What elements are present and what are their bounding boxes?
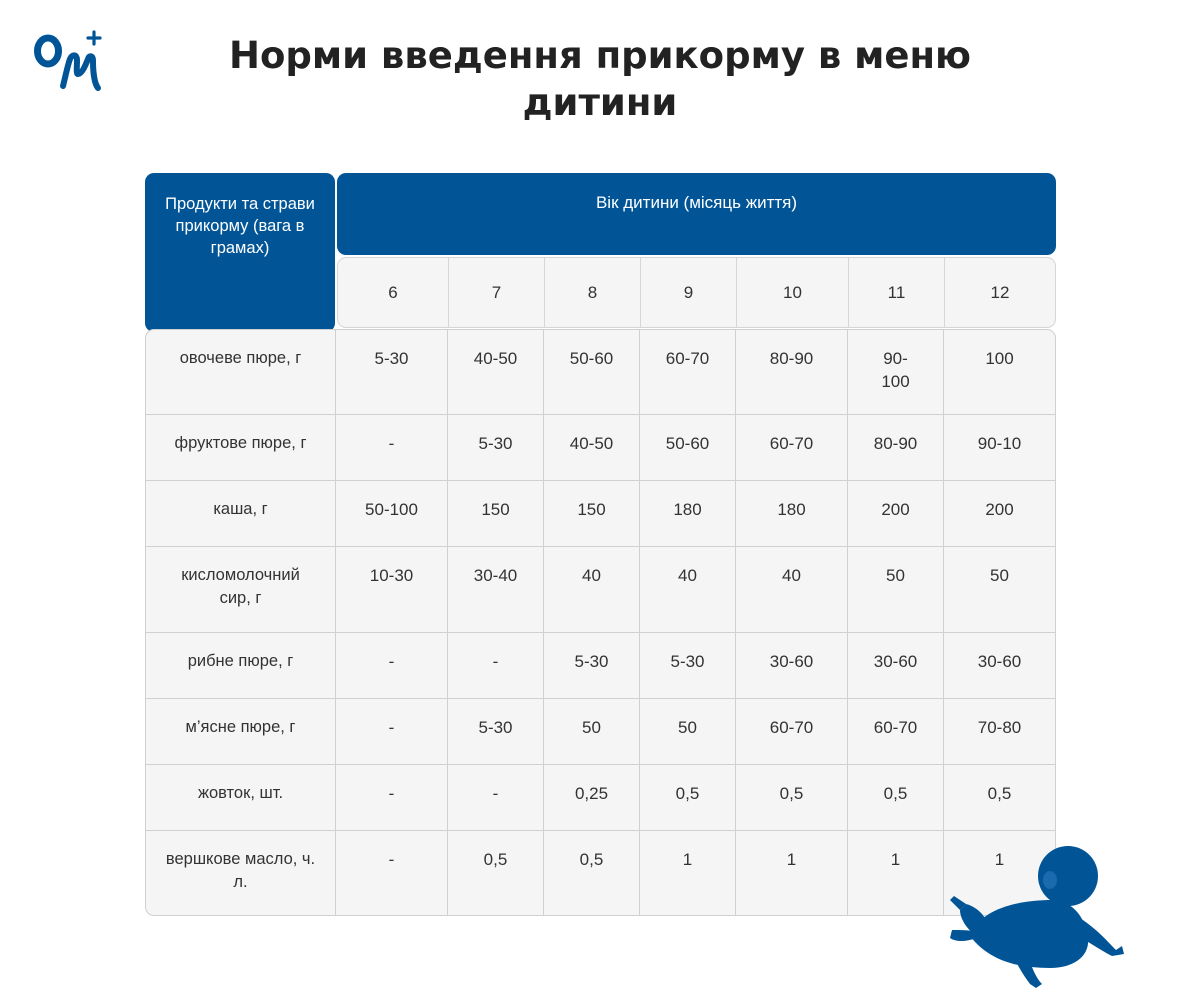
product-cell: вершкове масло, ч. л. bbox=[146, 831, 336, 915]
month-11: 11 bbox=[849, 258, 945, 327]
value-cell: - bbox=[336, 633, 448, 698]
value-cell: 200 bbox=[985, 500, 1014, 519]
month-10: 10 bbox=[737, 258, 849, 327]
month-9: 9 bbox=[641, 258, 737, 327]
value-cell: - bbox=[336, 765, 448, 830]
value-cell: 100 bbox=[985, 349, 1014, 368]
value-cell: 40-50 bbox=[448, 330, 544, 414]
value-cell: 0,5 bbox=[848, 765, 944, 830]
value-cell: 70-80 bbox=[977, 718, 1022, 737]
value-cell: - bbox=[336, 415, 448, 480]
value-cell: 30-60 bbox=[848, 633, 944, 698]
value-cell: 150 bbox=[448, 481, 544, 546]
month-12: 12 bbox=[990, 282, 1010, 302]
month-8: 8 bbox=[545, 258, 641, 327]
product-cell: кисломолочний сир, г bbox=[146, 547, 336, 632]
value-cell: 80-90 bbox=[848, 415, 944, 480]
value-cell: 50-60 bbox=[544, 330, 640, 414]
table-row bbox=[146, 831, 1055, 915]
value-cell: 50 bbox=[848, 547, 944, 632]
value-cell: 50-60 bbox=[640, 415, 736, 480]
crawling-baby-icon bbox=[940, 838, 1130, 990]
value-cell: 60-70 bbox=[736, 699, 848, 764]
value-cell: - bbox=[336, 699, 448, 764]
value-cell: 5-30 bbox=[448, 699, 544, 764]
value-cell: 1 bbox=[994, 850, 1005, 869]
value-cell: 60-70 bbox=[848, 699, 944, 764]
product-cell: фруктове пюре, г bbox=[146, 415, 336, 480]
value-cell: 5-30 bbox=[448, 415, 544, 480]
value-cell: 5-30 bbox=[640, 633, 736, 698]
value-cell: 10-30 bbox=[336, 547, 448, 632]
table-row bbox=[146, 633, 1055, 699]
page-title: Норми введення прикорму в меню дитини bbox=[229, 34, 971, 124]
value-cell: - bbox=[448, 633, 544, 698]
value-cell: 1 bbox=[640, 831, 736, 915]
value-cell: 0,5 bbox=[987, 784, 1012, 803]
product-cell: рибне пюре, г bbox=[146, 633, 336, 698]
value-cell: 60-70 bbox=[640, 330, 736, 414]
value-cell: 5-30 bbox=[336, 330, 448, 414]
value-cell: 40 bbox=[736, 547, 848, 632]
on-plus-logo bbox=[32, 28, 104, 94]
value-cell: 30-60 bbox=[736, 633, 848, 698]
value-cell: 5-30 bbox=[544, 633, 640, 698]
value-cell: 30-60 bbox=[977, 652, 1022, 671]
value-cell: 0,5 bbox=[448, 831, 544, 915]
product-cell: каша, г bbox=[146, 481, 336, 546]
value-cell: 50 bbox=[544, 699, 640, 764]
table-row bbox=[146, 765, 1055, 831]
value-cell: 50 bbox=[640, 699, 736, 764]
product-cell: овочеве пюре, г bbox=[146, 330, 336, 414]
value-cell: 0,5 bbox=[544, 831, 640, 915]
header-age: Вік дитини (місяць життя) bbox=[337, 173, 1056, 255]
month-6: 6 bbox=[338, 258, 449, 327]
value-cell: - bbox=[448, 765, 544, 830]
value-cell: 1 bbox=[736, 831, 848, 915]
value-cell: 0,25 bbox=[544, 765, 640, 830]
table-row bbox=[146, 699, 1055, 765]
table-row bbox=[146, 547, 1055, 633]
feeding-table bbox=[145, 329, 1056, 916]
header-products: Продукти та страви прикорму (вага в грамах) bbox=[145, 173, 335, 332]
value-cell: 40 bbox=[544, 547, 640, 632]
product-cell: м’ясне пюре, г bbox=[146, 699, 336, 764]
month-7: 7 bbox=[449, 258, 545, 327]
value-cell: 40 bbox=[640, 547, 736, 632]
value-cell: 90-100 bbox=[848, 330, 944, 414]
months-header-row bbox=[337, 257, 1056, 328]
value-cell: 180 bbox=[640, 481, 736, 546]
value-cell: 0,5 bbox=[736, 765, 848, 830]
value-cell: 200 bbox=[848, 481, 944, 546]
value-cell: 50-100 bbox=[336, 481, 448, 546]
product-cell: жовток, шт. bbox=[146, 765, 336, 830]
table-row bbox=[146, 481, 1055, 547]
value-cell: 1 bbox=[848, 831, 944, 915]
value-cell: - bbox=[336, 831, 448, 915]
value-cell: 80-90 bbox=[736, 330, 848, 414]
value-cell: 50 bbox=[990, 566, 1009, 585]
value-cell: 60-70 bbox=[736, 415, 848, 480]
value-cell: 180 bbox=[736, 481, 848, 546]
value-cell: 90-10 bbox=[977, 434, 1022, 453]
value-cell: 40-50 bbox=[544, 415, 640, 480]
value-cell: 150 bbox=[544, 481, 640, 546]
table-row bbox=[146, 330, 1055, 415]
value-cell: 30-40 bbox=[448, 547, 544, 632]
value-cell: 0,5 bbox=[640, 765, 736, 830]
table-row bbox=[146, 415, 1055, 481]
